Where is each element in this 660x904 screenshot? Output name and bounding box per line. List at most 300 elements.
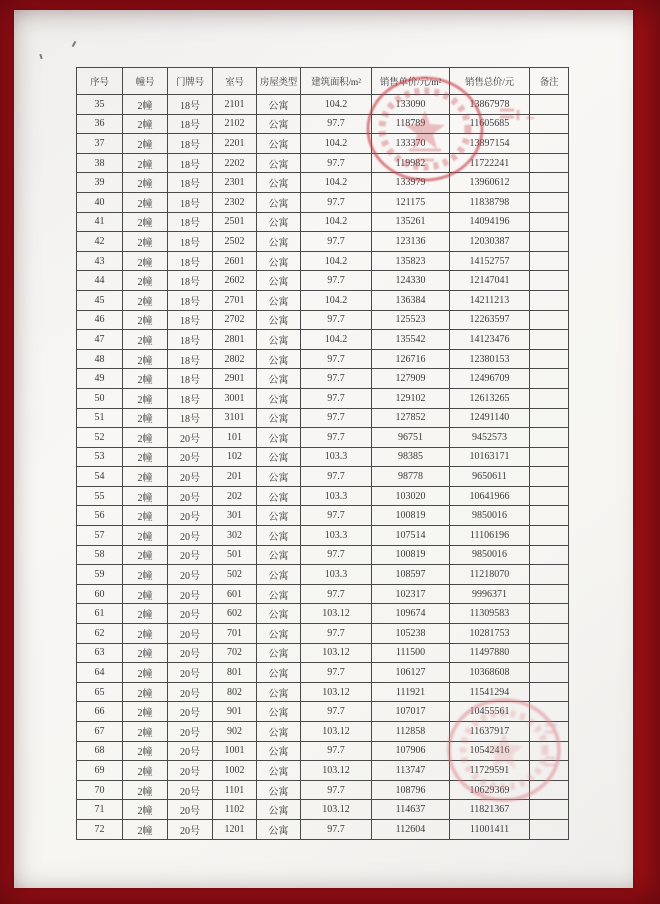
table-cell: 2幢	[123, 447, 168, 467]
table-cell: 125523	[372, 310, 450, 330]
table-cell: 2幢	[123, 486, 168, 506]
table-cell: 105238	[372, 624, 450, 644]
table-cell: 2幢	[123, 212, 168, 232]
table-cell: 104.2	[301, 173, 372, 193]
table-cell: 14094196	[450, 212, 530, 232]
table-cell: 20号	[168, 663, 213, 683]
table-cell: 18号	[168, 153, 213, 173]
table-cell: 公寓	[257, 526, 301, 546]
table-cell: 公寓	[257, 251, 301, 271]
table-cell: 2202	[213, 153, 257, 173]
table-cell: 20号	[168, 526, 213, 546]
table-cell: 公寓	[257, 369, 301, 389]
table-cell: 20号	[168, 643, 213, 663]
table-cell: 20号	[168, 682, 213, 702]
table-cell: 109674	[372, 604, 450, 624]
table-cell: 2幢	[123, 604, 168, 624]
table-row	[77, 251, 569, 271]
table-cell: 2幢	[123, 584, 168, 604]
table-cell: 71	[77, 800, 123, 820]
table-cell: 201	[213, 467, 257, 487]
table-cell: 2501	[213, 212, 257, 232]
table-cell: 97.7	[301, 584, 372, 604]
table-cell: 2幢	[123, 388, 168, 408]
table-cell: 111500	[372, 643, 450, 663]
table-cell: 96751	[372, 428, 450, 448]
table-cell: 97.7	[301, 741, 372, 761]
table-cell: 2幢	[123, 330, 168, 350]
table-cell: 公寓	[257, 212, 301, 232]
table-cell: 20号	[168, 761, 213, 781]
table-cell: 2801	[213, 330, 257, 350]
table-cell	[530, 506, 569, 526]
table-cell: 2幢	[123, 134, 168, 154]
table-cell: 103.3	[301, 526, 372, 546]
table-cell: 97.7	[301, 428, 372, 448]
table-cell: 50	[77, 388, 123, 408]
table-row	[77, 584, 569, 604]
table-cell: 2901	[213, 369, 257, 389]
table-cell: 58	[77, 545, 123, 565]
table-cell: 2幢	[123, 819, 168, 839]
table-cell	[530, 565, 569, 585]
table-row	[77, 741, 569, 761]
table-row	[77, 780, 569, 800]
table-cell: 18号	[168, 251, 213, 271]
table-cell: 13960612	[450, 173, 530, 193]
table-cell: 公寓	[257, 663, 301, 683]
table-cell	[530, 408, 569, 428]
table-cell: 2幢	[123, 232, 168, 252]
table-row	[77, 702, 569, 722]
table-cell: 12147041	[450, 271, 530, 291]
table-cell	[530, 192, 569, 212]
table-cell	[530, 212, 569, 232]
table-cell: 2302	[213, 192, 257, 212]
table-cell: 20号	[168, 702, 213, 722]
table-cell: 公寓	[257, 819, 301, 839]
table-cell: 49	[77, 369, 123, 389]
table-cell: 12491140	[450, 408, 530, 428]
table-cell: 公寓	[257, 486, 301, 506]
table-cell: 103.12	[301, 761, 372, 781]
table-row	[77, 212, 569, 232]
table-cell: 9650611	[450, 467, 530, 487]
table-row	[77, 388, 569, 408]
table-cell: 公寓	[257, 447, 301, 467]
table-cell: 9452573	[450, 428, 530, 448]
table-row	[77, 369, 569, 389]
table-cell	[530, 682, 569, 702]
table-cell	[530, 428, 569, 448]
table-cell: 10641966	[450, 486, 530, 506]
table-cell: 66	[77, 702, 123, 722]
table-cell: 2幢	[123, 643, 168, 663]
table-cell: 97.7	[301, 702, 372, 722]
table-cell: 57	[77, 526, 123, 546]
table-row	[77, 467, 569, 487]
table-cell: 1102	[213, 800, 257, 820]
table-cell: 101	[213, 428, 257, 448]
table-cell: 103.12	[301, 604, 372, 624]
table-cell	[530, 702, 569, 722]
table-cell: 60	[77, 584, 123, 604]
table-cell: 2101	[213, 95, 257, 115]
table-cell: 18号	[168, 134, 213, 154]
table-cell: 18号	[168, 192, 213, 212]
table-cell: 112858	[372, 722, 450, 742]
table-row	[77, 153, 569, 173]
table-cell: 3001	[213, 388, 257, 408]
table-cell: 20号	[168, 780, 213, 800]
table-cell: 2幢	[123, 741, 168, 761]
table-cell: 2幢	[123, 545, 168, 565]
table-row	[77, 486, 569, 506]
table-cell: 36	[77, 114, 123, 134]
table-cell: 2201	[213, 134, 257, 154]
table-cell: 10455561	[450, 702, 530, 722]
table-cell: 公寓	[257, 134, 301, 154]
table-cell: 108597	[372, 565, 450, 585]
table-cell: 13897154	[450, 134, 530, 154]
table-cell: 公寓	[257, 624, 301, 644]
table-cell	[530, 447, 569, 467]
table-cell: 11497880	[450, 643, 530, 663]
table-cell: 65	[77, 682, 123, 702]
table-cell: 133370	[372, 134, 450, 154]
table-cell: 37	[77, 134, 123, 154]
table-cell: 11218070	[450, 565, 530, 585]
table-cell: 公寓	[257, 114, 301, 134]
table-row	[77, 722, 569, 742]
table-cell: 18号	[168, 212, 213, 232]
table-cell: 43	[77, 251, 123, 271]
table-cell: 42	[77, 232, 123, 252]
table-cell: 41	[77, 212, 123, 232]
table-cell: 18号	[168, 408, 213, 428]
table-cell: 103.3	[301, 486, 372, 506]
table-cell: 61	[77, 604, 123, 624]
table-cell: 2602	[213, 271, 257, 291]
table-cell	[530, 369, 569, 389]
table-cell: 68	[77, 741, 123, 761]
table-cell: 702	[213, 643, 257, 663]
table-row	[77, 624, 569, 644]
table-cell: 18号	[168, 310, 213, 330]
table-cell: 602	[213, 604, 257, 624]
column-header: 序号	[77, 68, 123, 95]
table-row	[77, 565, 569, 585]
table-cell: 104.2	[301, 95, 372, 115]
table-cell: 11541294	[450, 682, 530, 702]
column-header: 室号	[213, 68, 257, 95]
table-cell: 20号	[168, 604, 213, 624]
table-cell: 2502	[213, 232, 257, 252]
table-cell: 18号	[168, 349, 213, 369]
table-row	[77, 232, 569, 252]
table-cell: 103.3	[301, 447, 372, 467]
table-cell: 2幢	[123, 722, 168, 742]
table-cell: 70	[77, 780, 123, 800]
table-cell: 12613265	[450, 388, 530, 408]
table-row	[77, 95, 569, 115]
table-cell: 97.7	[301, 408, 372, 428]
table-cell: 2幢	[123, 761, 168, 781]
table-cell: 107017	[372, 702, 450, 722]
table-cell: 公寓	[257, 565, 301, 585]
table-cell	[530, 819, 569, 839]
table-cell	[530, 271, 569, 291]
table-cell: 302	[213, 526, 257, 546]
table-cell: 97.7	[301, 780, 372, 800]
table-cell: 20号	[168, 506, 213, 526]
table-cell: 20号	[168, 722, 213, 742]
table-cell: 2幢	[123, 114, 168, 134]
header-row	[77, 68, 569, 95]
table-cell	[530, 643, 569, 663]
table-cell: 501	[213, 545, 257, 565]
table-cell: 12030387	[450, 232, 530, 252]
table-cell: 2301	[213, 173, 257, 193]
table-cell: 20号	[168, 624, 213, 644]
table-cell	[530, 134, 569, 154]
table-cell	[530, 349, 569, 369]
table-cell: 18号	[168, 330, 213, 350]
table-cell: 18号	[168, 114, 213, 134]
table-row	[77, 604, 569, 624]
table-cell	[530, 800, 569, 820]
table-cell: 104.2	[301, 330, 372, 350]
table-cell: 56	[77, 506, 123, 526]
pen-mark	[39, 54, 42, 59]
table-cell: 107906	[372, 741, 450, 761]
column-header: 销售总价/元	[450, 68, 530, 95]
table-cell: 97.7	[301, 349, 372, 369]
table-cell: 2幢	[123, 192, 168, 212]
table-cell: 18号	[168, 388, 213, 408]
table-cell: 103.12	[301, 643, 372, 663]
table-cell: 133090	[372, 95, 450, 115]
table-cell: 124330	[372, 271, 450, 291]
table-cell: 10542416	[450, 741, 530, 761]
table-cell: 97.7	[301, 369, 372, 389]
table-cell: 1002	[213, 761, 257, 781]
table-cell: 39	[77, 173, 123, 193]
table-cell: 114637	[372, 800, 450, 820]
table-cell: 20号	[168, 447, 213, 467]
table-cell: 2幢	[123, 565, 168, 585]
column-header: 销售单价/元/m²	[372, 68, 450, 95]
table-cell	[530, 290, 569, 310]
table-cell	[530, 173, 569, 193]
table-cell: 113747	[372, 761, 450, 781]
table-cell	[530, 95, 569, 115]
table-cell: 129102	[372, 388, 450, 408]
table-cell: 2幢	[123, 467, 168, 487]
table-cell	[530, 114, 569, 134]
table-cell: 119982	[372, 153, 450, 173]
table-cell: 802	[213, 682, 257, 702]
table-cell	[530, 604, 569, 624]
table-row	[77, 506, 569, 526]
table-row	[77, 271, 569, 291]
table-cell: 104.2	[301, 290, 372, 310]
table-cell: 20号	[168, 565, 213, 585]
table-cell	[530, 486, 569, 506]
table-row	[77, 643, 569, 663]
table-cell: 103.12	[301, 800, 372, 820]
table-row	[77, 428, 569, 448]
table-cell: 301	[213, 506, 257, 526]
table-cell: 14211213	[450, 290, 530, 310]
table-cell: 103020	[372, 486, 450, 506]
table-cell: 公寓	[257, 506, 301, 526]
table-cell: 135261	[372, 212, 450, 232]
table-row	[77, 330, 569, 350]
table-cell: 18号	[168, 271, 213, 291]
table-cell: 97.7	[301, 624, 372, 644]
table-cell: 48	[77, 349, 123, 369]
table-cell: 2幢	[123, 526, 168, 546]
table-cell: 11001411	[450, 819, 530, 839]
table-cell: 公寓	[257, 153, 301, 173]
table-cell: 9850016	[450, 545, 530, 565]
table-cell: 97.7	[301, 310, 372, 330]
table-cell: 64	[77, 663, 123, 683]
table-row	[77, 349, 569, 369]
table-cell	[530, 251, 569, 271]
table-cell: 2幢	[123, 271, 168, 291]
table-cell: 1201	[213, 819, 257, 839]
table-cell: 902	[213, 722, 257, 742]
document-page	[14, 10, 633, 888]
table-cell: 公寓	[257, 428, 301, 448]
table-cell: 11838798	[450, 192, 530, 212]
table-cell: 9850016	[450, 506, 530, 526]
table-cell: 10629369	[450, 780, 530, 800]
table-cell: 公寓	[257, 545, 301, 565]
table-row	[77, 545, 569, 565]
table-cell: 公寓	[257, 780, 301, 800]
table-cell: 12496709	[450, 369, 530, 389]
table-cell: 14152757	[450, 251, 530, 271]
table-cell: 97.7	[301, 271, 372, 291]
table-cell: 98778	[372, 467, 450, 487]
table-cell: 53	[77, 447, 123, 467]
table-cell: 38	[77, 153, 123, 173]
table-cell: 72	[77, 819, 123, 839]
table-cell: 121175	[372, 192, 450, 212]
column-header: 门牌号	[168, 68, 213, 95]
table-row	[77, 114, 569, 134]
table-cell: 2702	[213, 310, 257, 330]
table-cell	[530, 467, 569, 487]
table-cell	[530, 310, 569, 330]
table-cell: 20号	[168, 467, 213, 487]
table-row	[77, 819, 569, 839]
table-cell: 47	[77, 330, 123, 350]
table-cell: 公寓	[257, 271, 301, 291]
table-cell: 18号	[168, 232, 213, 252]
table-cell	[530, 330, 569, 350]
table-cell: 20号	[168, 584, 213, 604]
table-cell: 11309583	[450, 604, 530, 624]
table-row	[77, 663, 569, 683]
table-cell: 97.7	[301, 153, 372, 173]
table-cell: 20号	[168, 800, 213, 820]
table-cell: 20号	[168, 486, 213, 506]
table-cell: 54	[77, 467, 123, 487]
table-cell: 13867978	[450, 95, 530, 115]
table-cell: 公寓	[257, 722, 301, 742]
table-cell: 1001	[213, 741, 257, 761]
table-cell: 35	[77, 95, 123, 115]
table-cell: 公寓	[257, 349, 301, 369]
table-cell: 公寓	[257, 682, 301, 702]
table-cell: 11729591	[450, 761, 530, 781]
table-cell: 97.7	[301, 467, 372, 487]
table-cell: 公寓	[257, 702, 301, 722]
table-cell: 46	[77, 310, 123, 330]
table-cell: 127909	[372, 369, 450, 389]
table-cell: 103.12	[301, 722, 372, 742]
table-cell: 112604	[372, 819, 450, 839]
table-cell: 51	[77, 408, 123, 428]
table-cell: 公寓	[257, 330, 301, 350]
table-cell: 2幢	[123, 780, 168, 800]
table-row	[77, 682, 569, 702]
table-cell: 10281753	[450, 624, 530, 644]
table-cell: 40	[77, 192, 123, 212]
table-cell: 公寓	[257, 584, 301, 604]
table-cell: 2幢	[123, 369, 168, 389]
table-row	[77, 447, 569, 467]
table-cell: 2701	[213, 290, 257, 310]
table-cell: 97.7	[301, 545, 372, 565]
table-cell: 103.3	[301, 565, 372, 585]
column-header: 备注	[530, 68, 569, 95]
table-cell: 2幢	[123, 251, 168, 271]
table-cell: 102	[213, 447, 257, 467]
table-cell: 11106196	[450, 526, 530, 546]
table-cell: 公寓	[257, 800, 301, 820]
table-row	[77, 800, 569, 820]
table-cell	[530, 545, 569, 565]
table-cell	[530, 761, 569, 781]
table-cell: 126716	[372, 349, 450, 369]
table-cell: 公寓	[257, 741, 301, 761]
column-header: 幢号	[123, 68, 168, 95]
table-cell: 45	[77, 290, 123, 310]
table-cell: 901	[213, 702, 257, 722]
table-cell: 97.7	[301, 192, 372, 212]
table-cell: 108796	[372, 780, 450, 800]
table-cell: 18号	[168, 290, 213, 310]
table-cell: 公寓	[257, 761, 301, 781]
table-cell: 104.2	[301, 134, 372, 154]
table-row	[77, 310, 569, 330]
table-cell: 2102	[213, 114, 257, 134]
table-cell: 2幢	[123, 624, 168, 644]
column-header: 建筑面积/m²	[301, 68, 372, 95]
table-cell: 14123476	[450, 330, 530, 350]
table-cell: 11722241	[450, 153, 530, 173]
table-cell: 2幢	[123, 702, 168, 722]
table-cell: 18号	[168, 95, 213, 115]
table-cell: 52	[77, 428, 123, 448]
table-cell: 123136	[372, 232, 450, 252]
table-cell: 98385	[372, 447, 450, 467]
